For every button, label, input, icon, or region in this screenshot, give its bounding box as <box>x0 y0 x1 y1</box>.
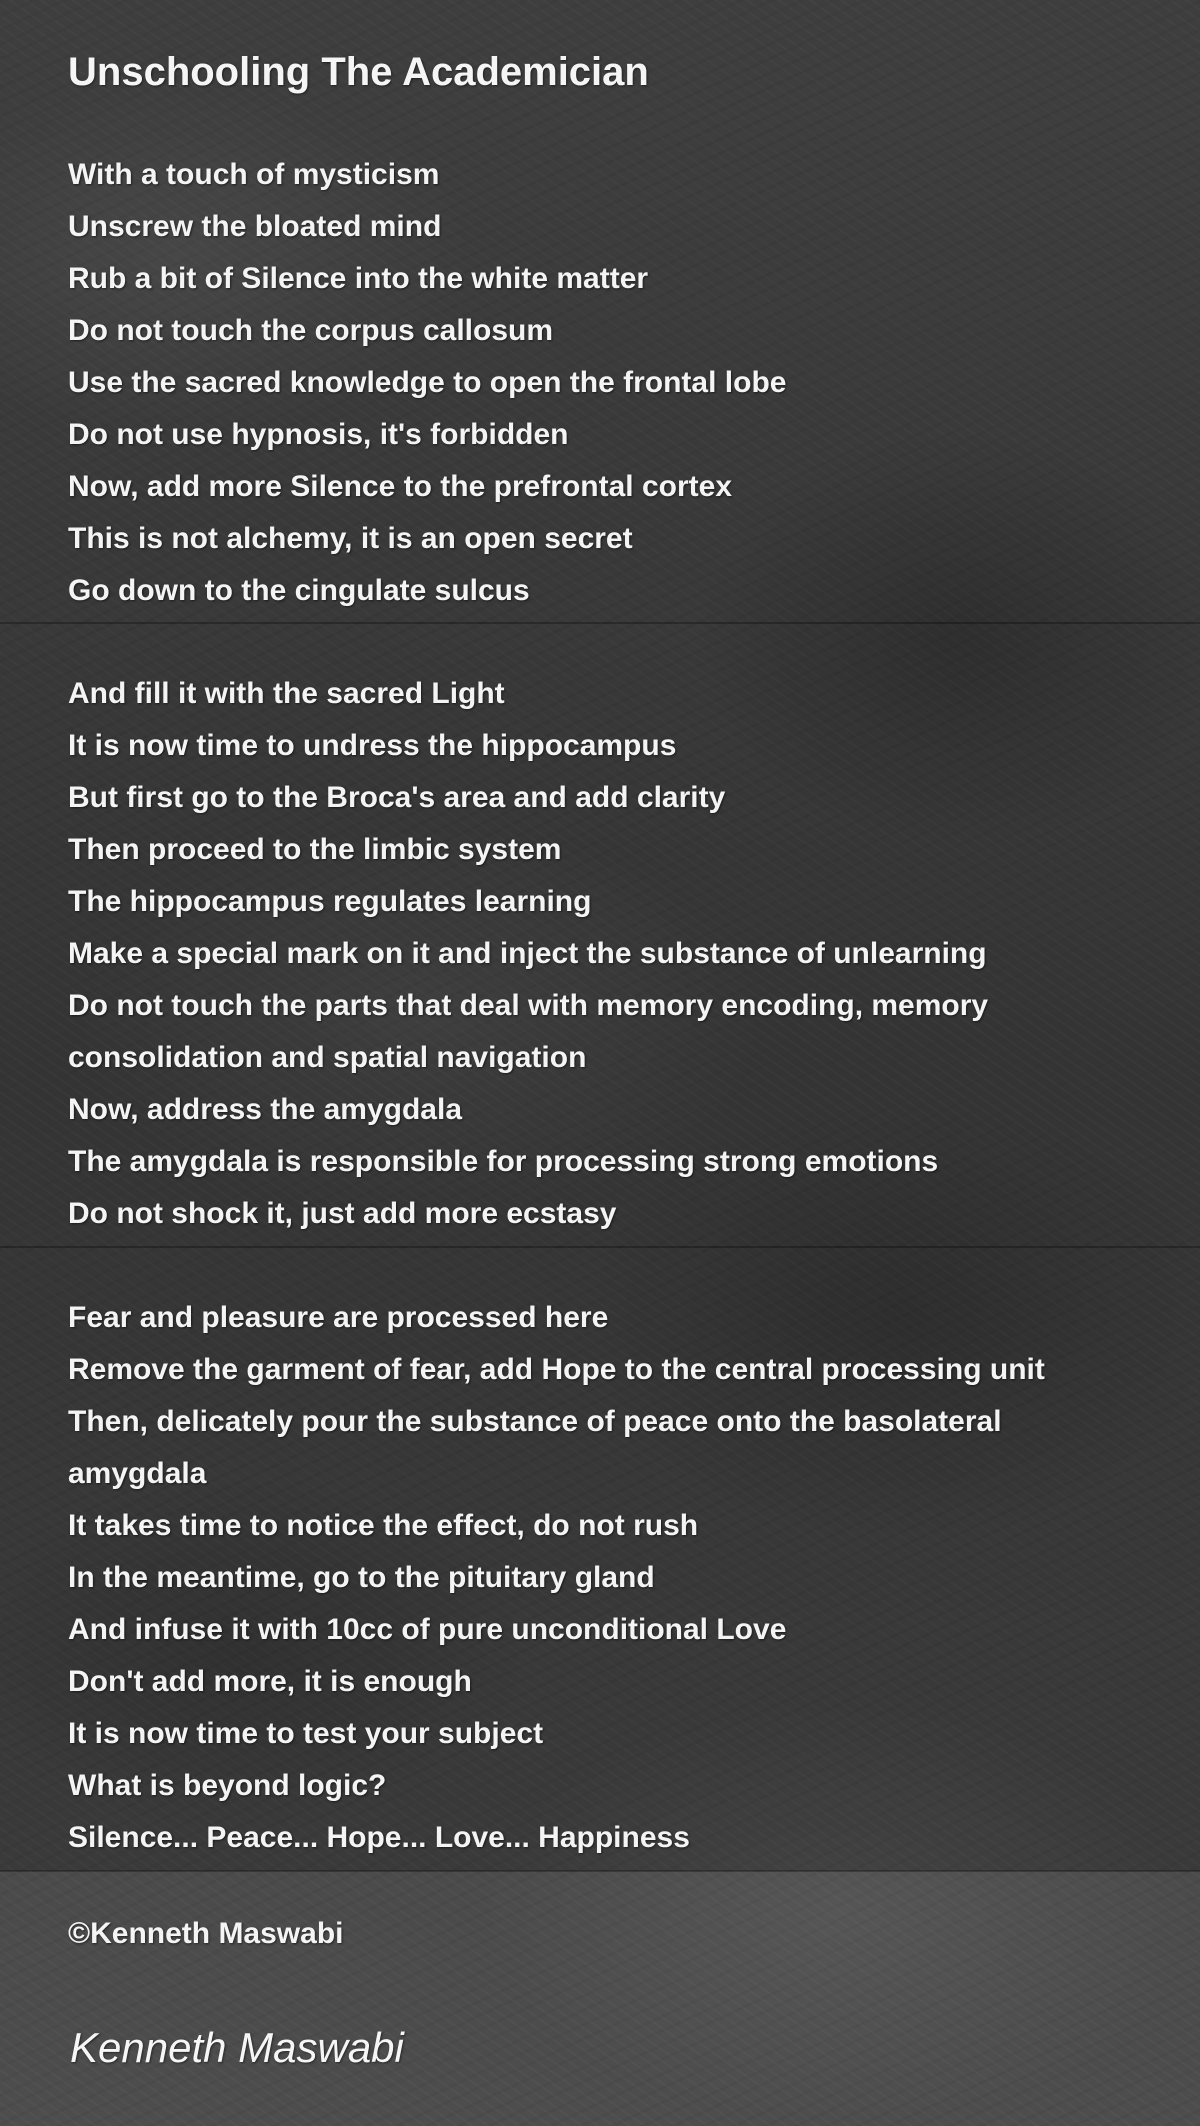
stanza-3 <box>68 1292 1045 1864</box>
poem-line: Rub a bit of Silence into the white matter <box>68 262 649 295</box>
poem-line: And infuse it with 10cc of pure unconditional Love <box>68 1613 787 1646</box>
poem-line: The amygdala is responsible for processing strong emotions <box>68 1145 939 1178</box>
poem-line: In the meantime, go to the pituitary gland <box>68 1561 655 1594</box>
poem-line: Fear and pleasure are processed here <box>68 1301 609 1334</box>
poem-line: Remove the garment of fear, add Hope to the central processing unit <box>68 1353 1045 1386</box>
poem-line: Do not touch the corpus callosum <box>68 314 554 347</box>
poem-line: It is now time to undress the hippocampus <box>68 729 677 762</box>
panel-divider <box>0 622 1200 624</box>
poem-line: Do not touch the parts that deal with memory encoding, memory <box>68 989 989 1022</box>
poem-line: With a touch of mysticism <box>68 158 440 191</box>
poem-line: Now, add more Silence to the prefrontal cortex <box>68 470 733 503</box>
poem-line: It is now time to test your subject <box>68 1717 544 1750</box>
poem-line: And fill it with the sacred Light <box>68 677 505 710</box>
poem-line: Make a special mark on it and inject the substance of unlearning <box>68 937 987 970</box>
stanza-1 <box>68 149 786 617</box>
poem-line: Then, delicately pour the substance of peace onto the basolateral <box>68 1405 1002 1438</box>
poem-line: Unscrew the bloated mind <box>68 210 442 243</box>
poem-line: Silence... Peace... Hope... Love... Happiness <box>68 1821 690 1854</box>
panel-divider <box>0 1246 1200 1248</box>
poem-line: The hippocampus regulates learning <box>68 885 592 918</box>
copyright-notice: ©Kenneth Maswabi <box>68 1917 344 1950</box>
poem-line: consolidation and spatial navigation <box>68 1041 587 1074</box>
background-panel-4 <box>0 1871 1200 2126</box>
poem-line: It takes time to notice the effect, do not rush <box>68 1509 699 1542</box>
poem-line: Now, address the amygdala <box>68 1093 463 1126</box>
poem-line: This is not alchemy, it is an open secret <box>68 522 633 555</box>
stanza-2 <box>68 668 988 1240</box>
poem-line: Don't add more, it is enough <box>68 1665 472 1698</box>
poem-line: Do not use hypnosis, it's forbidden <box>68 418 569 451</box>
poem-line: Use the sacred knowledge to open the frontal lobe <box>68 366 787 399</box>
poem-line: What is beyond logic? <box>68 1769 387 1802</box>
poem-line: Do not shock it, just add more ecstasy <box>68 1197 617 1230</box>
panel-divider <box>0 1870 1200 1872</box>
poem-title: Unschooling The Academician <box>68 50 649 94</box>
poem-line: Go down to the cingulate sulcus <box>68 574 530 607</box>
author-signature: Kenneth Maswabi <box>70 2024 404 2071</box>
poem-line: Then proceed to the limbic system <box>68 833 562 866</box>
poem-line: But first go to the Broca's area and add clarity <box>68 781 726 814</box>
poem-line: amygdala <box>68 1457 207 1490</box>
